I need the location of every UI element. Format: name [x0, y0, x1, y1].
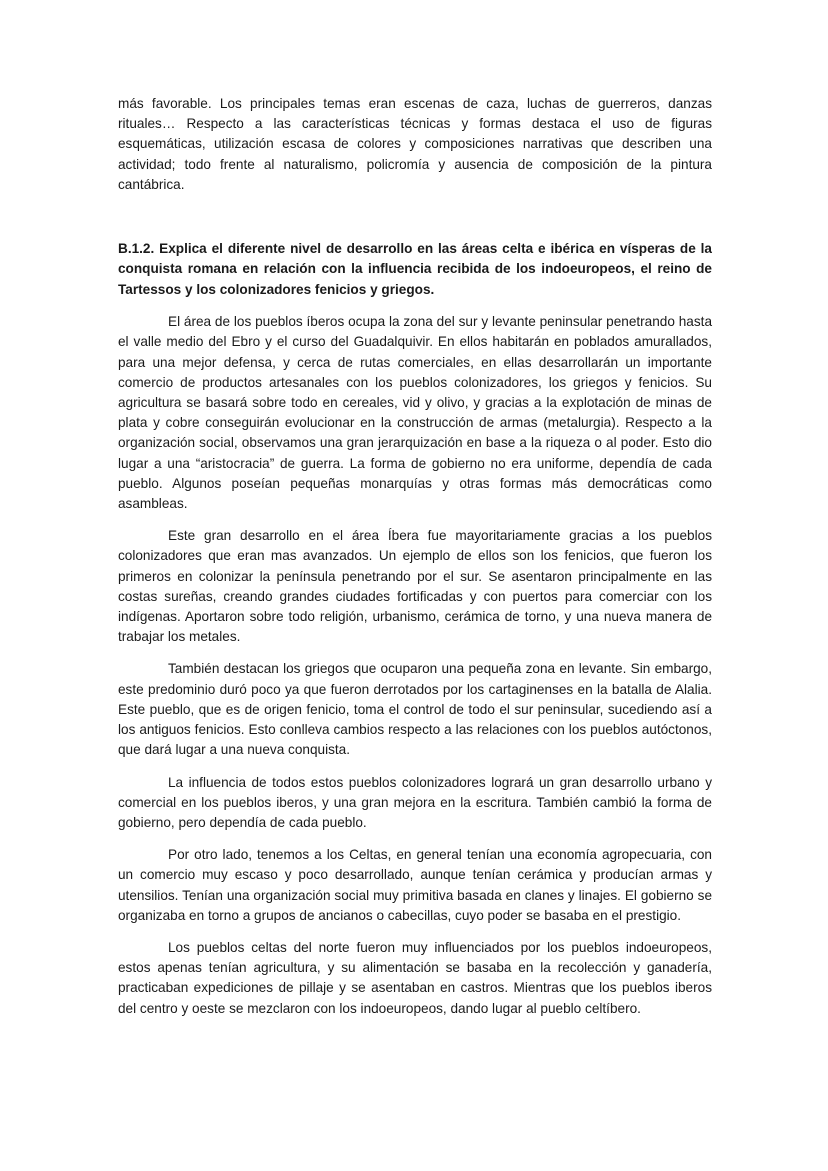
paragraph-influencia: La influencia de todos estos pueblos colonizadores logrará un gran desarrollo urbano y comercial en los pueblos iberos, y una gran mejora en la escritura. También cambió la forma de gobierno, pero dependía de cada pueblo.: [118, 774, 712, 830]
paragraph-griegos: También destacan los griegos que ocuparon una pequeña zona en levante. Sin embargo, este predominio duró poco ya que fueron derrotados por los cartaginenses en la batalla de Alalia. Este pueblo, que es de origen fenicio, toma el control de todo el sur peninsular, sucediendo así a los antiguos fenicios. Esto conlleva cambios respecto a las relaciones con los pueblos autóctonos, que dará lugar a una nueva conquista.: [118, 661, 712, 758]
paragraph-celtas-norte: Los pueblos celtas del norte fueron muy influenciados por los pueblos indoeuropeos, estos apenas tenían agricultura, y su alimentación se basaba en la recolección y ganadería, practicaban expediciones de pillaje y se asentaban en castros. Mientras que los pueblos iberos del centro y oeste se mezclaron con los indoeuropeos, dando lugar al pueblo celtíbero.: [118, 939, 712, 1016]
section-heading: B.1.2. Explica el diferente nivel de desarrollo en las áreas celta e ibérica en vísperas de la conquista romana en relación con la influencia recibida de los indoeuropeos, el reino de Tartessos y los colonizadores fenicios y griegos.: [118, 241, 712, 297]
intro-paragraph: más favorable. Los principales temas eran escenas de caza, luchas de guerreros, danzas rituales… Respecto a las características técnicas y formas destaca el uso de figuras esquemáticas, utilización escasa de colores y composiciones narrativas que describen una actividad; todo frente al naturalismo, policromía y ausencia de composición de la pintura cantábrica.: [118, 96, 712, 192]
paragraph-celtas: Por otro lado, tenemos a los Celtas, en general tenían una economía agropecuaria, con un comercio muy escaso y poco desarrollado, aunque tenían cerámica y producían armas y utensilios. Tenían una organización social muy primitiva basada en clanes y linajes. El gobierno se organizaba en torno a grupos de ancianos o cabecillas, cuyo poder se basaba en el prestigio.: [118, 847, 712, 923]
paragraph-fenicios: Este gran desarrollo en el área Íbera fue mayoritariamente gracias a los pueblos colonizadores que eran mas avanzados. Un ejemplo de ellos son los fenicios, que fueron los primeros en colonizar la península penetrando por el sur. Se asentaron principalmente en las costas sureñas, creando grandes ciudades fortificadas y con puertos para comerciar con los indígenas. Aportaron sobre todo religión, urbanismo, cerámica de torno, y una nueva manera de trabajar los metales.: [118, 528, 712, 645]
document-page: [118, 94, 712, 1031]
paragraph-iberos: El área de los pueblos íberos ocupa la zona del sur y levante peninsular penetrando hasta el valle medio del Ebro y el curso del Guadalquivir. En ellos habitarán en poblados amurallados, para una mejor defensa, y cerca de rutas comerciales, en ellas desarrollarán un importante comercio de productos artesanales con los pueblos colonizadores, los griegos y fenicios. Su agricultura se basará sobre todo en cereales, vid y olivo, y gracias a la explotación de minas de plata y cobre conseguirán evolucionar en la construcción de armas (metalurgia). Respecto a la organización social, observamos una gran jerarquización en base a la riqueza o al poder. Esto dio lugar a una “aristocracia” de guerra. La forma de gobierno no era uniforme, dependía de cada pueblo. Algunos poseían pequeñas monarquías y otras formas más democráticas como asambleas.: [118, 314, 712, 512]
